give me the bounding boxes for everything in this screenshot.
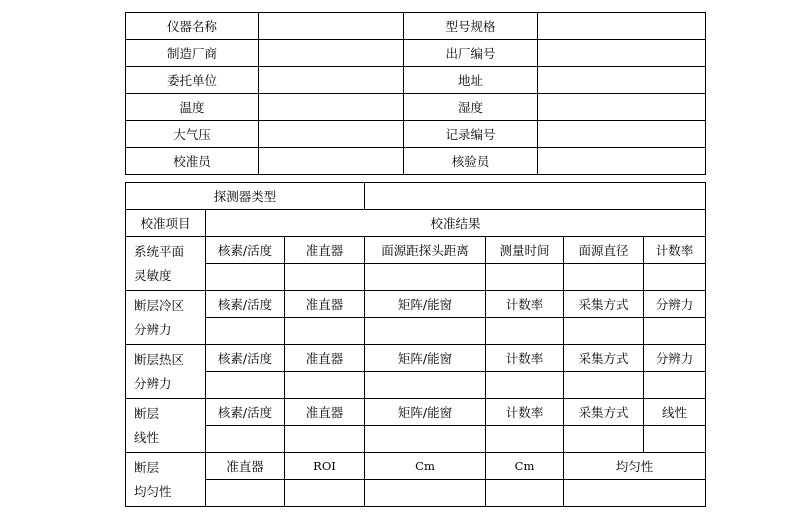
column-header: 计数率 [644,237,706,264]
value-cell[interactable] [285,372,365,399]
value-cell[interactable] [365,372,486,399]
table-row [126,372,706,399]
table-row [126,40,706,67]
column-header: 矩阵/能窗 [365,291,486,318]
value-cell[interactable] [644,264,706,291]
column-header: 线性 [644,399,706,426]
row-label-cold-resolution [126,291,206,345]
value-cell[interactable] [365,318,486,345]
column-header: 矩阵/能窗 [365,345,486,372]
calibrator-label: 校准员 [126,148,259,175]
table-row [126,399,706,426]
calibration-results-table [125,182,706,507]
value-cell[interactable] [285,318,365,345]
address-label: 地址 [404,67,538,94]
table-row [126,264,706,291]
column-header: 核素/活度 [206,345,285,372]
calibrator-value[interactable] [259,148,404,175]
row-label-line: 断层热区 [134,351,185,367]
column-header: ROI [285,453,365,480]
value-cell[interactable] [486,426,564,453]
serial-no-label: 出厂编号 [404,40,538,67]
row-label-uniformity [126,453,206,507]
table-row [126,318,706,345]
column-header: 核素/活度 [206,399,285,426]
row-label-line: 线性 [134,429,160,445]
instrument-name-label: 仪器名称 [126,13,259,40]
table-row [126,480,706,507]
column-header: 采集方式 [564,399,644,426]
column-header: 测量时间 [486,237,564,264]
column-header: 核素/活度 [206,291,285,318]
value-cell[interactable] [486,480,564,507]
value-cell[interactable] [644,372,706,399]
value-cell[interactable] [285,480,365,507]
column-header: 分辨力 [644,291,706,318]
row-label-line: 断层 [134,405,160,421]
column-header: 准直器 [285,399,365,426]
row-label-line: 断层冷区 [134,297,185,313]
value-cell[interactable] [206,372,285,399]
record-no-label: 记录编号 [404,121,538,148]
table-row [126,148,706,175]
value-cell[interactable] [486,318,564,345]
column-header: 准直器 [285,237,365,264]
value-cell[interactable] [644,318,706,345]
value-cell[interactable] [564,318,644,345]
value-cell[interactable] [206,426,285,453]
value-cell[interactable] [644,426,706,453]
column-header: 矩阵/能窗 [365,399,486,426]
value-cell[interactable] [365,426,486,453]
row-label-linearity [126,399,206,453]
humidity-label: 湿度 [404,94,538,121]
column-header: 采集方式 [564,291,644,318]
row-label-planar-sensitivity [126,237,206,291]
table-row [126,183,706,210]
value-cell[interactable] [285,426,365,453]
calibration-result-header: 校准结果 [206,210,706,237]
column-header: 准直器 [285,345,365,372]
instrument-info-table [125,12,706,175]
value-cell[interactable] [206,480,285,507]
table-row [126,13,706,40]
value-cell[interactable] [486,264,564,291]
detector-type-value[interactable] [365,183,706,210]
table-row [126,67,706,94]
row-label-line: 灵敏度 [134,267,172,283]
serial-no-value[interactable] [538,40,706,67]
column-header: Cm [486,453,564,480]
record-no-value[interactable] [538,121,706,148]
table-row [126,94,706,121]
column-header: 面源距探头距离 [365,237,486,264]
row-label-hot-resolution [126,345,206,399]
table-row [126,237,706,264]
value-cell[interactable] [486,372,564,399]
table-row [126,345,706,372]
value-cell[interactable] [285,264,365,291]
row-label-line: 系统平面 [134,243,185,259]
column-header: 均匀性 [564,453,706,480]
value-cell[interactable] [365,480,486,507]
row-label-line: 分辨力 [134,321,172,337]
table-row [126,121,706,148]
instrument-name-value[interactable] [259,13,404,40]
row-label-line: 断层 [134,459,160,475]
client-label: 委托单位 [126,67,259,94]
row-label-line: 均匀性 [134,483,172,499]
calibration-item-header: 校准项目 [126,210,206,237]
column-header: 采集方式 [564,345,644,372]
value-cell[interactable] [564,480,706,507]
temperature-label: 温度 [126,94,259,121]
manufacturer-value[interactable] [259,40,404,67]
verifier-label: 核验员 [404,148,538,175]
column-header: Cm [365,453,486,480]
value-cell[interactable] [564,372,644,399]
row-label-line: 分辨力 [134,375,172,391]
column-header: 计数率 [486,345,564,372]
pressure-value[interactable] [259,121,404,148]
table-row [126,426,706,453]
pressure-label: 大气压 [126,121,259,148]
model-spec-value[interactable] [538,13,706,40]
temperature-value[interactable] [259,94,404,121]
table-row [126,453,706,480]
value-cell[interactable] [206,264,285,291]
value-cell[interactable] [564,426,644,453]
column-header: 计数率 [486,291,564,318]
column-header: 准直器 [206,453,285,480]
value-cell[interactable] [365,264,486,291]
column-header: 准直器 [285,291,365,318]
humidity-value[interactable] [538,94,706,121]
column-header: 面源直径 [564,237,644,264]
table-row [126,291,706,318]
model-spec-label: 型号规格 [404,13,538,40]
value-cell[interactable] [206,318,285,345]
column-header: 分辨力 [644,345,706,372]
address-value[interactable] [538,67,706,94]
table-row [126,210,706,237]
verifier-value[interactable] [538,148,706,175]
detector-type-label: 探测器类型 [126,183,365,210]
manufacturer-label: 制造厂商 [126,40,259,67]
column-header: 计数率 [486,399,564,426]
client-value[interactable] [259,67,404,94]
value-cell[interactable] [564,264,644,291]
column-header: 核素/活度 [206,237,285,264]
